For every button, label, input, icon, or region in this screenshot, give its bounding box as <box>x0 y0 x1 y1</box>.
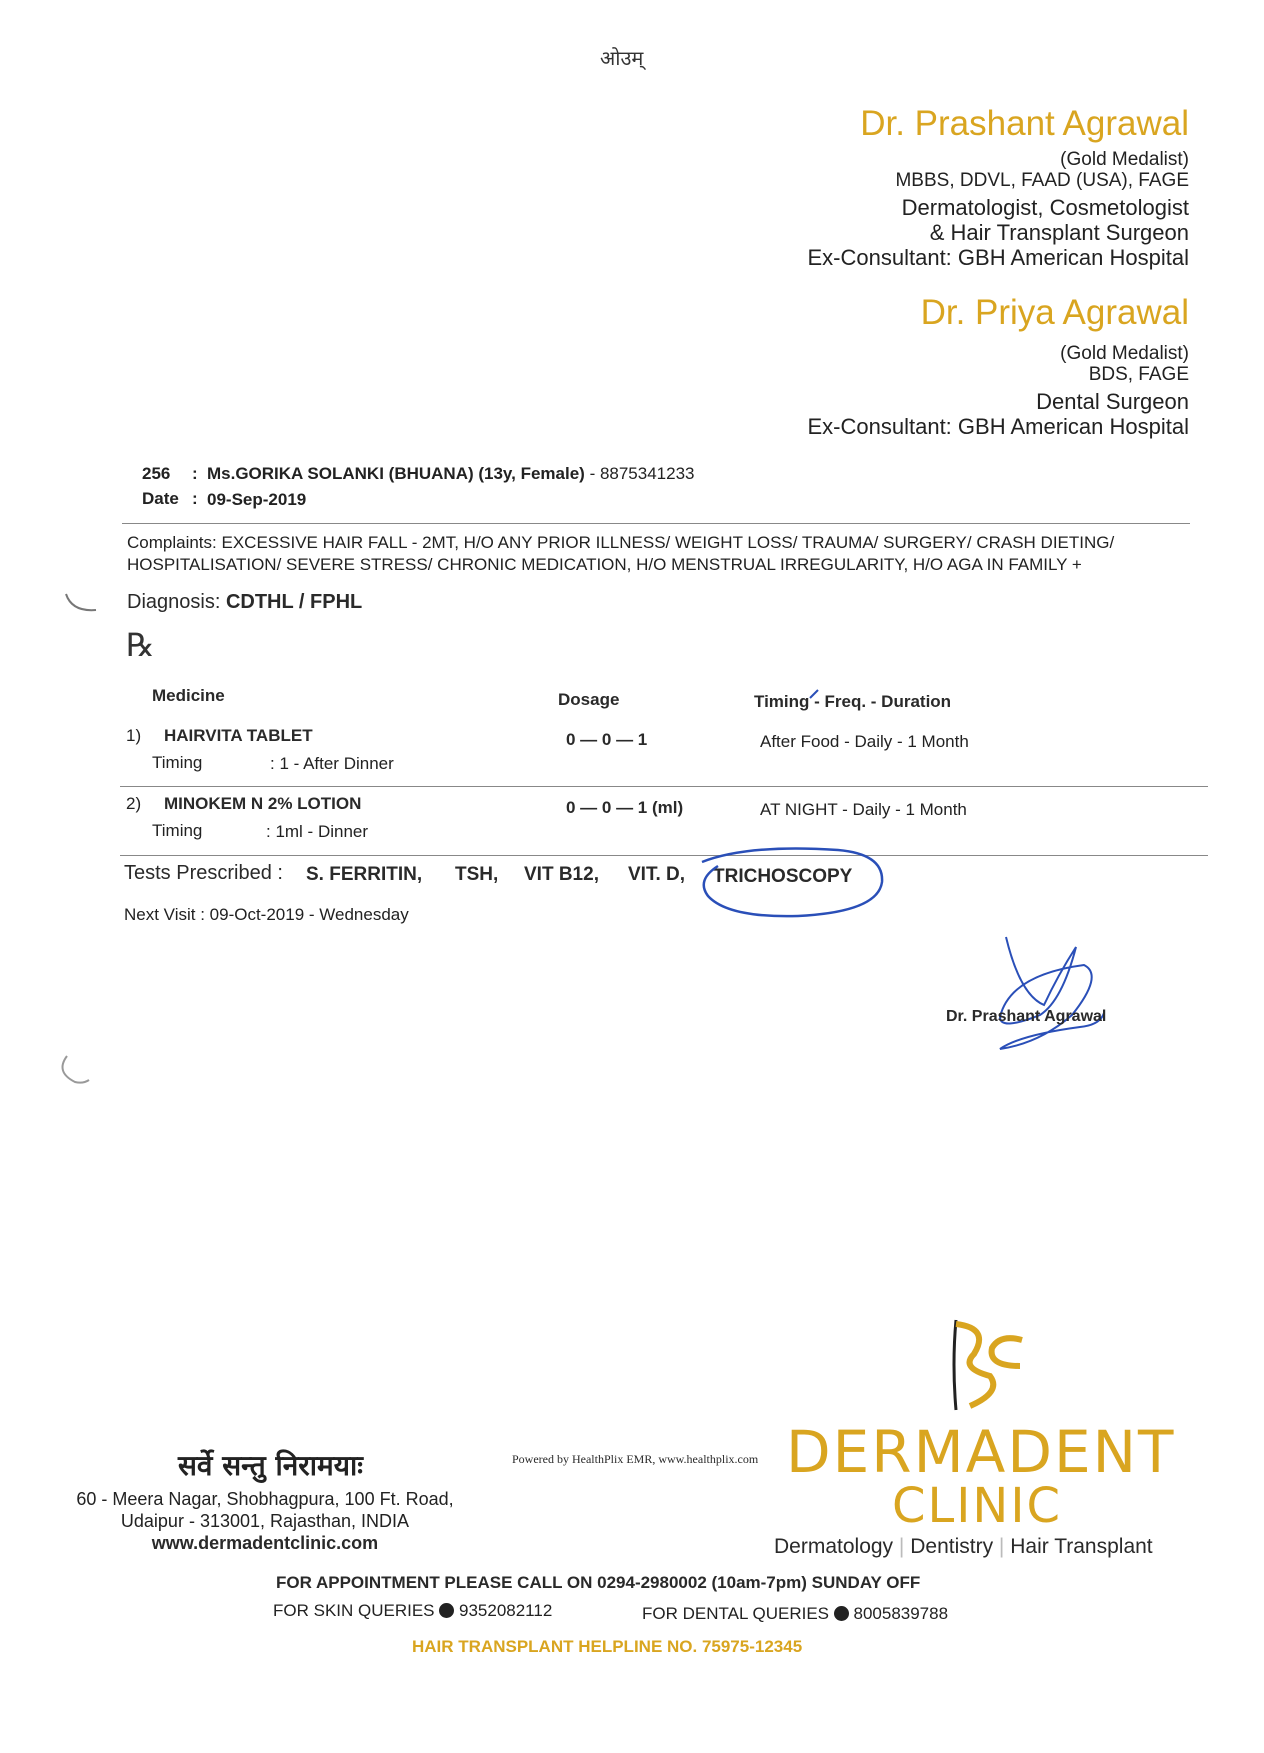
row1-dosage: 0 — 0 — 1 <box>566 730 648 749</box>
diagnosis-value: CDTHL / FPHL <box>225 591 363 613</box>
row2-num: 2) <box>126 794 142 813</box>
whatsapp-icon <box>439 1603 454 1618</box>
doctor1-role2: & Hair Transplant Surgeon <box>929 220 1189 245</box>
patient-name <box>207 464 695 484</box>
om-mark: ओउम् <box>600 46 644 70</box>
service-item: Dentistry <box>910 1535 994 1558</box>
service-item: Dermatology <box>774 1535 894 1558</box>
row-divider <box>120 855 1208 856</box>
helpline: HAIR TRANSPLANT HELPLINE NO. 75975-12345 <box>412 1637 803 1656</box>
dermadent-logo-mark <box>930 1314 1030 1414</box>
patient-id: 256 <box>142 464 171 483</box>
header-dosage: Dosage <box>558 690 620 709</box>
doctor1-ex: Ex-Consultant: GBH American Hospital <box>807 245 1189 270</box>
service-divider: | <box>898 1535 905 1558</box>
date-sep: : <box>192 489 198 508</box>
rx-symbol: ℞ <box>126 626 155 664</box>
service-divider: | <box>998 1535 1005 1558</box>
dental-queries-label: FOR DENTAL QUERIES <box>642 1604 830 1623</box>
row1-timing: After Food - Daily - 1 Month <box>760 732 969 751</box>
row2-dosage: 0 — 0 — 1 (ml) <box>566 798 684 817</box>
header-timing: Timing - Freq. - Duration <box>754 692 952 711</box>
date-label: Date <box>142 489 179 508</box>
doctor1-role1: Dermatologist, Cosmetologist <box>901 195 1189 220</box>
dental-queries <box>642 1604 948 1624</box>
signature-name: Dr. Prashant Agrawal <box>946 1008 1107 1025</box>
row1-sub-value: : 1 - After Dinner <box>270 754 394 773</box>
test-item: VIT B12, <box>524 864 599 885</box>
doctor2-role: Dental Surgeon <box>1036 389 1189 414</box>
skin-queries-label: FOR SKIN QUERIES <box>273 1601 435 1620</box>
margin-mark-top <box>62 590 102 620</box>
logo-text-line1: DERMADENT <box>786 1418 1176 1486</box>
divider <box>122 523 1190 524</box>
complaints-line2: HOSPITALISATION/ SEVERE STRESS/ CHRONIC MEDICATION, H/O MENSTRUAL IRREGULARITY, H/O AGA IN FAMILY + <box>127 555 1082 574</box>
doctor2-ex: Ex-Consultant: GBH American Hospital <box>807 414 1189 439</box>
next-visit: Next Visit : 09-Oct-2019 - Wednesday <box>124 905 409 924</box>
appointment-line: FOR APPOINTMENT PLEASE CALL ON 0294-2980002 (10am-7pm) SUNDAY OFF <box>276 1573 921 1592</box>
powered-by: Powered by HealthPlix EMR, www.healthplix.com <box>512 1452 759 1466</box>
patient-phone: - 8875341233 <box>589 464 695 483</box>
tests-label: Tests Prescribed : <box>124 862 283 884</box>
whatsapp-icon <box>834 1606 849 1621</box>
row1-medicine: HAIRVITA TABLET <box>164 726 313 745</box>
signature-scribble <box>980 935 1110 1055</box>
row1-num: 1) <box>126 726 142 745</box>
row2-medicine: MINOKEM N 2% LOTION <box>164 794 362 813</box>
motto: सर्वे सन्तु निरामयाः <box>178 1449 363 1482</box>
service-item: Hair Transplant <box>1010 1535 1153 1558</box>
pen-circle-annotation <box>688 840 900 922</box>
doctor1-medal: (Gold Medalist) <box>1060 149 1189 170</box>
row1-sub-label: Timing <box>152 753 203 772</box>
skin-queries <box>273 1601 552 1621</box>
complaints-line1 <box>127 533 1207 553</box>
complaints-text1: EXCESSIVE HAIR FALL - 2MT, H/O ANY PRIOR ILLNESS/ WEIGHT LOSS/ TRAUMA/ SURGERY/ CRASH DIETING/ <box>221 533 1115 552</box>
row2-sub-label: Timing <box>152 821 203 840</box>
diagnosis-label: Diagnosis: <box>127 591 221 613</box>
dental-queries-phone: 8005839788 <box>853 1604 949 1623</box>
doctor2-degrees: BDS, FAGE <box>1088 364 1189 385</box>
website: www.dermadentclinic.com <box>151 1533 379 1553</box>
test-item: TSH, <box>455 864 499 885</box>
pen-tick-annotation <box>808 688 822 700</box>
row2-sub-value: : 1ml - Dinner <box>266 822 369 841</box>
address-line2: Udaipur - 313001, Rajasthan, INDIA <box>120 1511 410 1531</box>
visit-date: 09-Sep-2019 <box>207 490 307 509</box>
diagnosis <box>127 591 362 614</box>
doctor1-degrees: MBBS, DDVL, FAAD (USA), FAGE <box>895 170 1189 191</box>
skin-queries-phone: 9352082112 <box>459 1601 553 1620</box>
margin-mark-bottom <box>55 1052 95 1087</box>
logo-text-line2: CLINIC <box>892 1478 1062 1534</box>
services <box>774 1535 1153 1559</box>
test-item: S. FERRITIN, <box>306 864 423 885</box>
row-divider <box>120 786 1208 787</box>
doctor2-name: Dr. Priya Agrawal <box>920 293 1189 332</box>
header-medicine: Medicine <box>152 686 225 705</box>
test-item: VIT. D, <box>628 864 686 885</box>
test-item-circled: TRICHOSCOPY <box>713 866 853 887</box>
patient-name-text: Ms.GORIKA SOLANKI (BHUANA) (13y, Female) <box>207 464 585 483</box>
complaints-label: Complaints: <box>127 533 217 552</box>
doctor2-medal: (Gold Medalist) <box>1060 343 1189 364</box>
patient-sep: : <box>192 464 198 483</box>
doctor1-name: Dr. Prashant Agrawal <box>860 104 1189 143</box>
row2-timing: AT NIGHT - Daily - 1 Month <box>760 800 967 819</box>
address-line1: 60 - Meera Nagar, Shobhagpura, 100 Ft. Road, <box>76 1489 454 1509</box>
